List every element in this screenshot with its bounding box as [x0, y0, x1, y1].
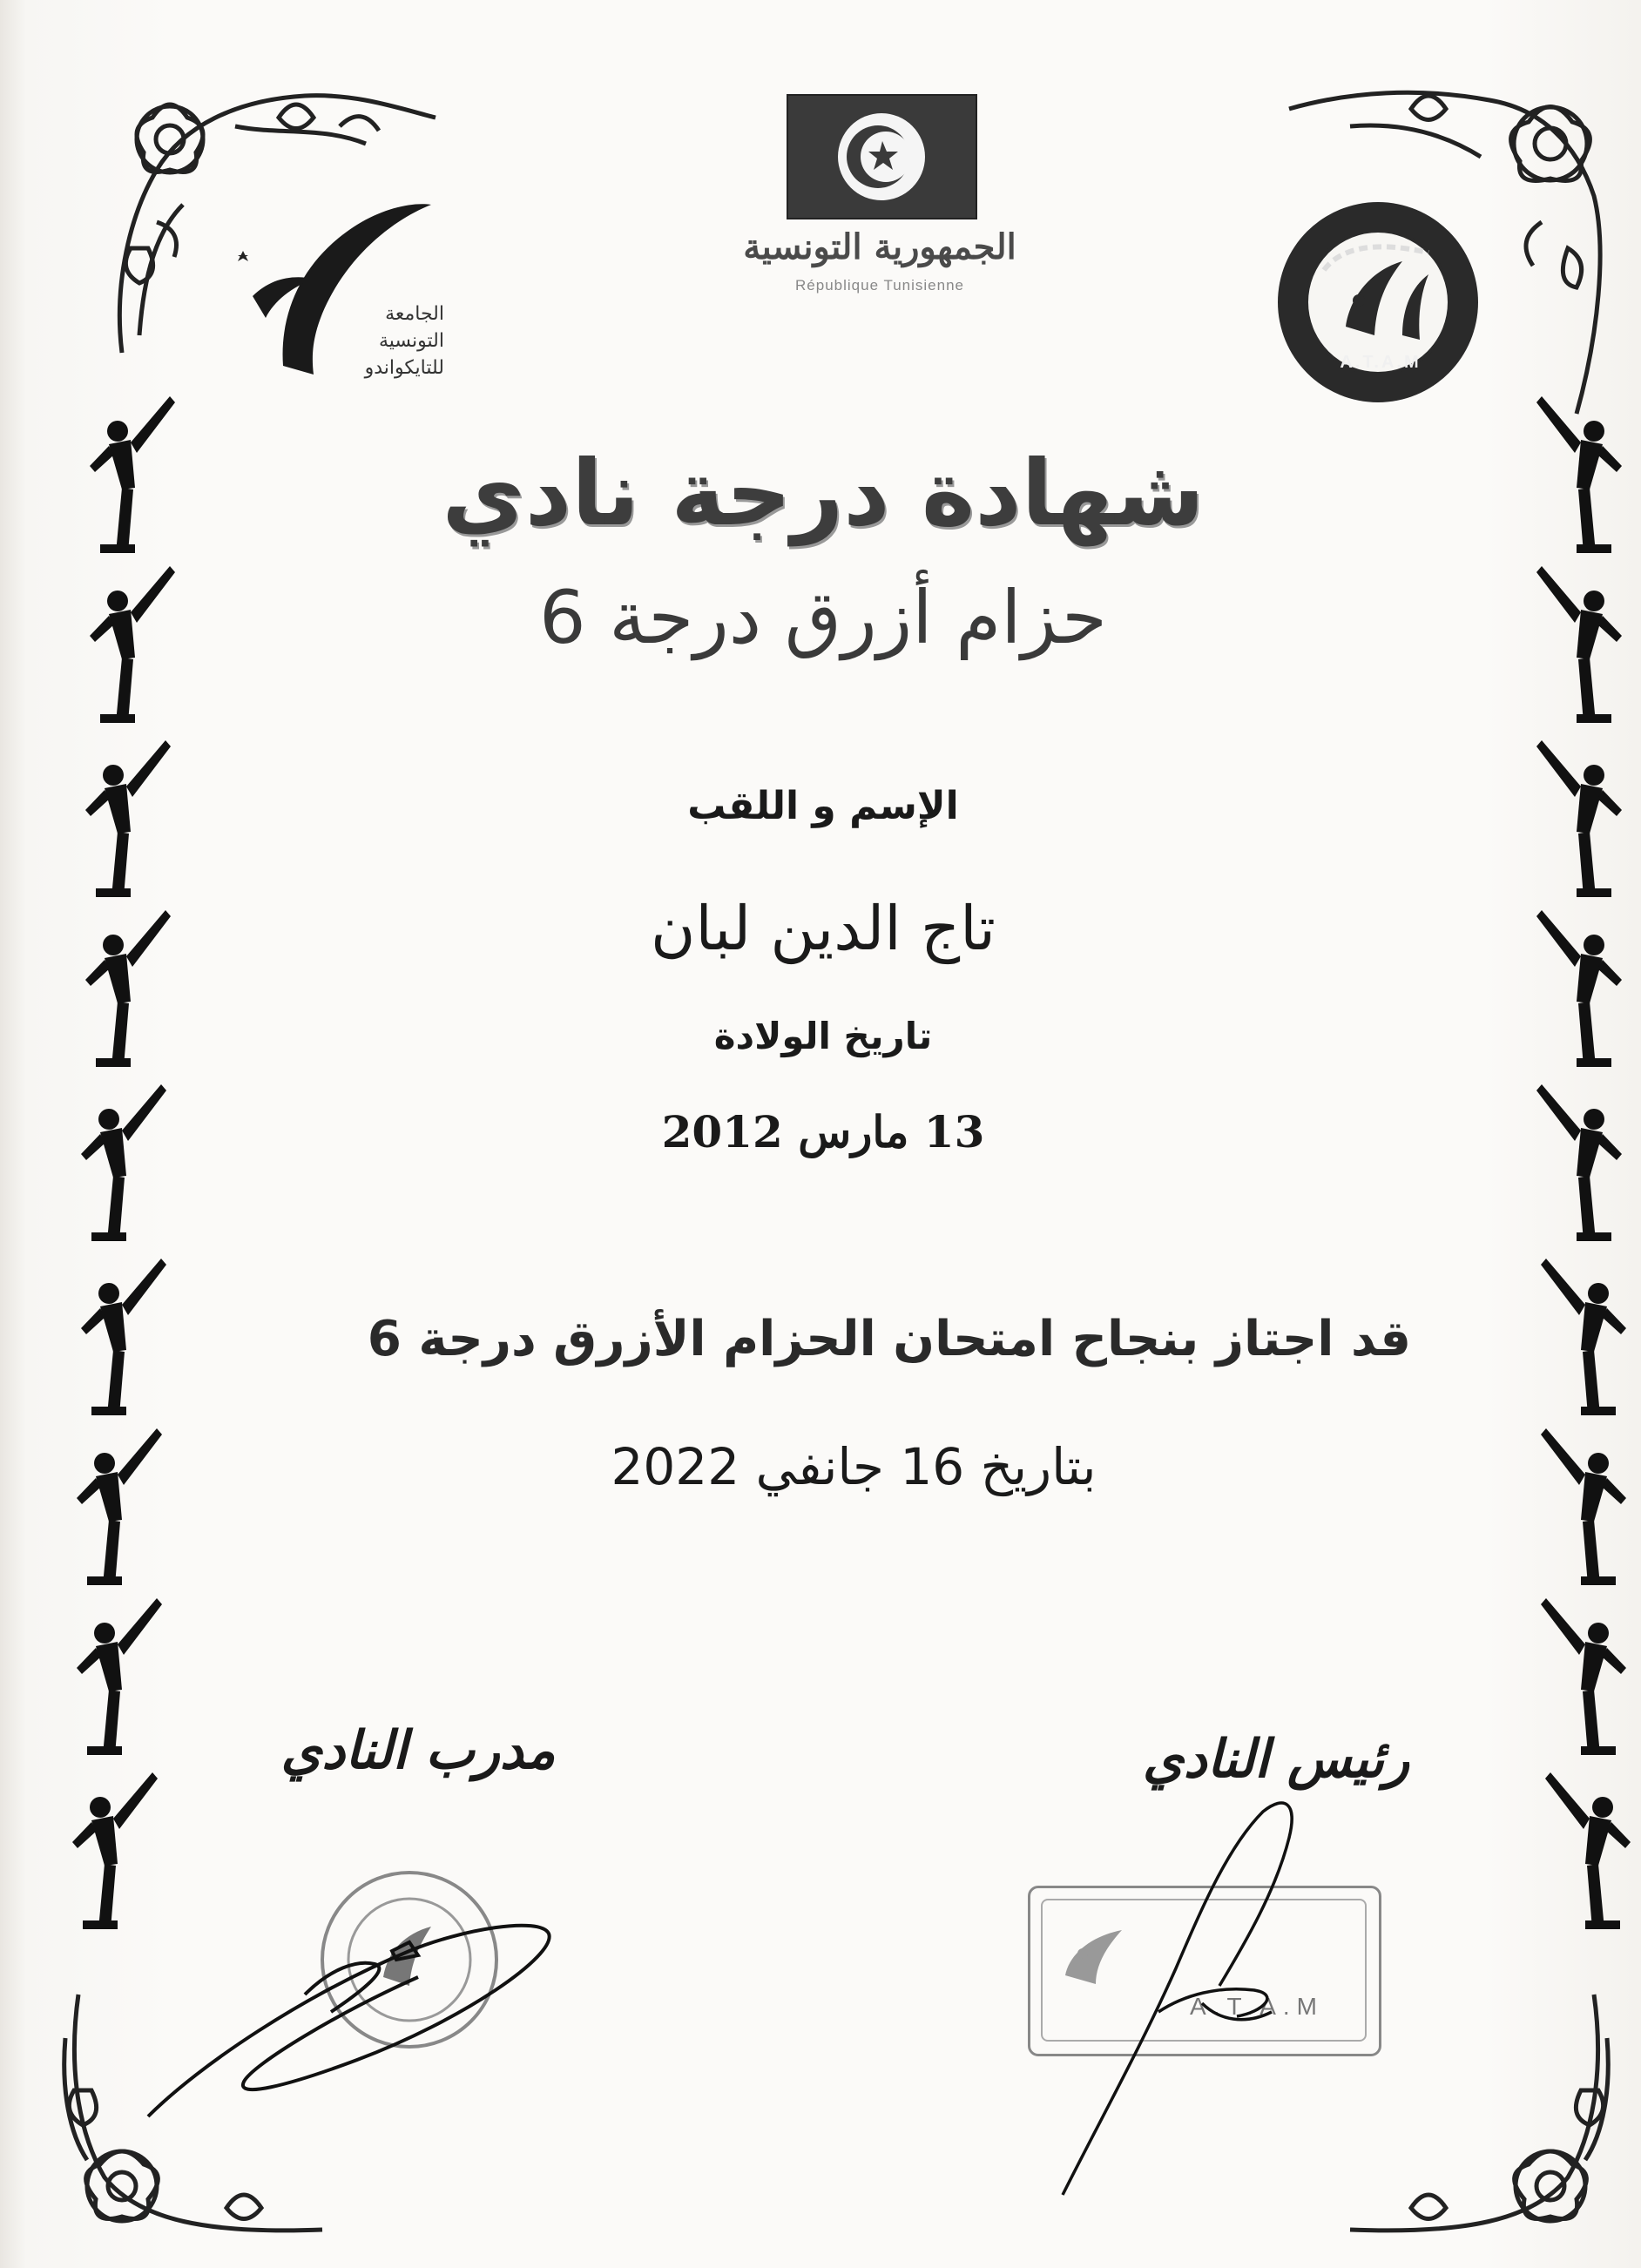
- club-logo-text: A.T.A.M: [1340, 353, 1422, 372]
- stamp-text: A.T.A.M: [1189, 1993, 1324, 2020]
- kicker-figure-icon: [78, 736, 174, 901]
- coach-label: مدرب النادي: [280, 1720, 556, 1781]
- birth-value: 13 مارس 2012: [661, 1106, 985, 1158]
- kicker-figure-icon: [74, 1080, 170, 1245]
- kicker-figure-icon: [83, 562, 179, 727]
- tunisia-flag: [787, 94, 977, 219]
- corner-ornament-bottom-right: [1341, 1986, 1620, 2247]
- kicker-figure-icon: [1537, 1594, 1633, 1759]
- kicker-figure-icon: [1533, 736, 1629, 901]
- president-label: رئيس النادي: [1142, 1729, 1410, 1790]
- club-emblem-icon: [1272, 196, 1485, 409]
- coach-signature-mark: [131, 1899, 566, 2125]
- kicker-figure-icon: [70, 1424, 165, 1590]
- president-signature-mark: [1045, 1794, 1359, 2204]
- kicker-figure-icon: [1533, 392, 1629, 557]
- kicker-figure-icon: [1537, 1254, 1633, 1420]
- federation-name-line: للتايكواندو: [364, 357, 444, 379]
- kicker-figure-icon: [70, 1594, 165, 1759]
- pass-statement: قد اجتاز بنجاح امتحان الحزام الأزرق درجة 6: [367, 1311, 1411, 1367]
- kicker-figure-icon: [78, 906, 174, 1071]
- kicker-figure-icon: [1537, 1424, 1633, 1590]
- tunisia-flag-emblem-icon: [788, 96, 976, 218]
- republic-name-fr: République Tunisienne: [795, 277, 964, 294]
- exam-date: بتاريخ 16 جانفي 2022: [611, 1437, 1097, 1496]
- name-value: تاج الدين لبان: [651, 893, 996, 964]
- club-logo: [1272, 196, 1485, 409]
- republic-name-ar: الجمهورية التونسية: [743, 226, 1016, 267]
- belt-grade: حزام أزرق درجة 6: [539, 575, 1107, 660]
- federation-name-line: التونسية: [378, 330, 444, 352]
- name-label: الإسم و اللقب: [687, 784, 959, 828]
- kicker-figure-icon: [1542, 1768, 1638, 1934]
- kicker-figure-icon: [83, 392, 179, 557]
- president-signature: [1045, 1794, 1359, 2204]
- kicker-figure-icon: [1533, 1080, 1629, 1245]
- kicker-figure-icon: [1533, 906, 1629, 1071]
- certificate-title: شهادة درجة نادي: [442, 440, 1205, 546]
- federation-name-line: الجامعة: [385, 303, 444, 325]
- coach-signature: [131, 1899, 566, 2125]
- birth-label: تاريخ الولادة: [713, 1015, 933, 1057]
- kicker-figure-icon: [74, 1254, 170, 1420]
- federation-name: [314, 300, 444, 388]
- kicker-figure-icon: [1533, 562, 1629, 727]
